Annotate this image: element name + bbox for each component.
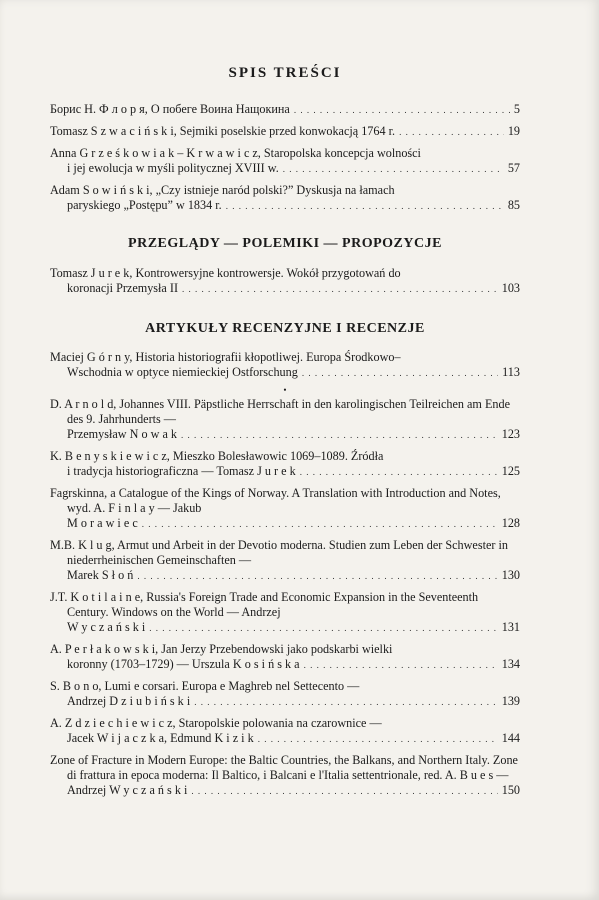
- dot-leader: [294, 102, 510, 118]
- toc-entry-text: Tomasz S z w a c i ń s k i, Sejmiki poselskie przed konwokacją 1764 r.: [50, 124, 396, 138]
- toc-entry: [50, 642, 520, 673]
- toc-entry-text: Wschodnia w optyce niemieckiej Ostforschung: [67, 365, 298, 379]
- toc-entry: [50, 538, 520, 584]
- toc-entry: [50, 449, 520, 480]
- page-number: 57: [507, 161, 520, 175]
- toc-entry-text: M.B. K l u g, Armut und Arbeit in der Devotio moderna. Studien zum Leben der Schwester in niederrheinischen Gemeinschaften —: [50, 538, 508, 567]
- page-number: 130: [501, 568, 520, 582]
- toc-entry-text: Борис Н. Ф л о р я, О побеге Воина Нащокина: [50, 102, 290, 116]
- dot-leader: [149, 620, 497, 636]
- toc-entry-text: Tomasz J u r e k, Kontrowersyjne kontrowersje. Wokół przygotowań do: [50, 266, 401, 280]
- toc-entry-text: Anna G r z e ś k o w i a k – K r w a w i c z, Staropolska koncepcja wolności: [50, 146, 421, 160]
- toc-entry-text: Marek S ł o ń: [67, 568, 134, 582]
- dot-leader: [142, 516, 498, 532]
- page-number: 131: [501, 620, 520, 634]
- table-of-contents: [50, 60, 520, 805]
- toc-entry-text: Fagrskinna, a Catalogue of the Kings of Norway. A Translation with Introduction and Notes, wyd. A. F i n l a y — Jakub: [50, 486, 501, 515]
- toc-entry-text: Maciej G ó r n y, Historia historiografii kłopotliwej. Europa Środkowo–: [50, 350, 401, 364]
- toc-entry-text: Jacek W i j a c z k a, Edmund K i z i k: [67, 731, 254, 745]
- toc-entry: [50, 753, 520, 799]
- toc-entry: [50, 350, 520, 381]
- toc-entry-text: koronny (1703–1729) — Urszula K o s i ń s k a: [67, 657, 300, 671]
- toc-entry-text: D. A r n o l d, Johannes VIII. Päpstliche Herrschaft in den karolingischen Teilreichen am Ende des 9. Jahrhunderts —: [50, 397, 511, 426]
- section-heading-przeglady: PRZEGLĄDY — POLEMIKI — PROPOZYCJE: [128, 236, 442, 251]
- toc-entry-text: M o r a w i e c: [67, 516, 138, 530]
- page-number: 5: [513, 102, 520, 116]
- toc-entry-text: A. P e r ł a k o w s k i, Jan Jerzy Przebendowski jako podskarbi wielki: [50, 642, 393, 656]
- toc-entry-text: J.T. K o t i l a i n e, Russia's Foreign Trade and Economic Expansion in the Seventeenth Century. Windows on the World — Andrzej: [50, 590, 479, 619]
- dot-leader: [194, 694, 498, 710]
- dot-leader: [302, 365, 498, 381]
- dot-leader: [399, 124, 504, 140]
- toc-entry: [50, 102, 520, 118]
- toc-entry-text: A. Z d z i e c h i e w i c z, Staropolskie polowania na czarownice —: [50, 716, 382, 730]
- dot-leader: [258, 731, 498, 747]
- toc-entry: [50, 486, 520, 532]
- toc-entry-text: i tradycja historiograficzna — Tomasz J u r e k: [67, 464, 296, 478]
- toc-entry: [50, 124, 520, 140]
- dot-leader: [226, 198, 504, 214]
- toc-entry: [50, 397, 520, 443]
- page-number: 144: [501, 731, 520, 745]
- page-number: 125: [501, 464, 520, 478]
- section-heading-artykuly: ARTYKUŁY RECENZYJNE I RECENZJE: [145, 321, 425, 336]
- toc-entry-text: W y c z a ń s k i: [67, 620, 146, 634]
- toc-entry: [50, 146, 520, 177]
- toc-entry: [50, 266, 520, 297]
- page-number: 150: [501, 783, 520, 797]
- dot-leader: [304, 657, 498, 673]
- toc-entry: [50, 716, 520, 747]
- dot-leader: [191, 783, 497, 799]
- page-number: 123: [501, 427, 520, 441]
- toc-entry-text: koronacji Przemysła II: [67, 281, 179, 295]
- toc-entry-text: Andrzej D z i u b i ń s k i: [67, 694, 191, 708]
- toc-entry-text: Andrzej W y c z a ń s k i: [67, 783, 188, 797]
- toc-entry-text: i jej ewolucja w myśli politycznej XVIII w.: [67, 161, 279, 175]
- toc-entry: [50, 679, 520, 710]
- toc-entry: [50, 183, 520, 214]
- page-number: 103: [501, 281, 520, 295]
- toc-entry-text: Zone of Fracture in Modern Europe: the Baltic Countries, the Balkans, and Northern Italy. Zone di frattura in epoca moderna: Il Baltico, i Balcani e l'Italia settentrionale, red. A. B u e s —: [50, 753, 518, 782]
- dot-leader: [182, 281, 498, 297]
- dot-leader: [283, 161, 504, 177]
- toc-entry-text: paryskiego „Postępu” w 1834 r.: [67, 198, 222, 212]
- page-number: 128: [501, 516, 520, 530]
- separator-mark: •: [283, 385, 287, 395]
- page-number: 113: [502, 365, 520, 379]
- toc-entry: [50, 590, 520, 636]
- page-number: 134: [501, 657, 520, 671]
- page-title: SPIS TREŚCI: [228, 65, 342, 81]
- dot-leader: [137, 568, 497, 584]
- dot-leader: [300, 464, 498, 480]
- toc-entry-text: Adam S o w i ń s k i, „Czy istnieje naród polski?” Dyskusja na łamach: [50, 183, 395, 197]
- page-number: 85: [507, 198, 520, 212]
- page-number: 19: [507, 124, 520, 138]
- page-number: 139: [501, 694, 520, 708]
- toc-entry-text: Przemysław N o w a k: [67, 427, 178, 441]
- dot-leader: [181, 427, 498, 443]
- toc-entry-text: K. B e n y s k i e w i c z, Mieszko Bolesławowic 1069–1089. Źródła: [50, 449, 384, 463]
- toc-entry-text: S. B o n o, Lumi e corsari. Europa e Maghreb nel Settecento —: [50, 679, 360, 693]
